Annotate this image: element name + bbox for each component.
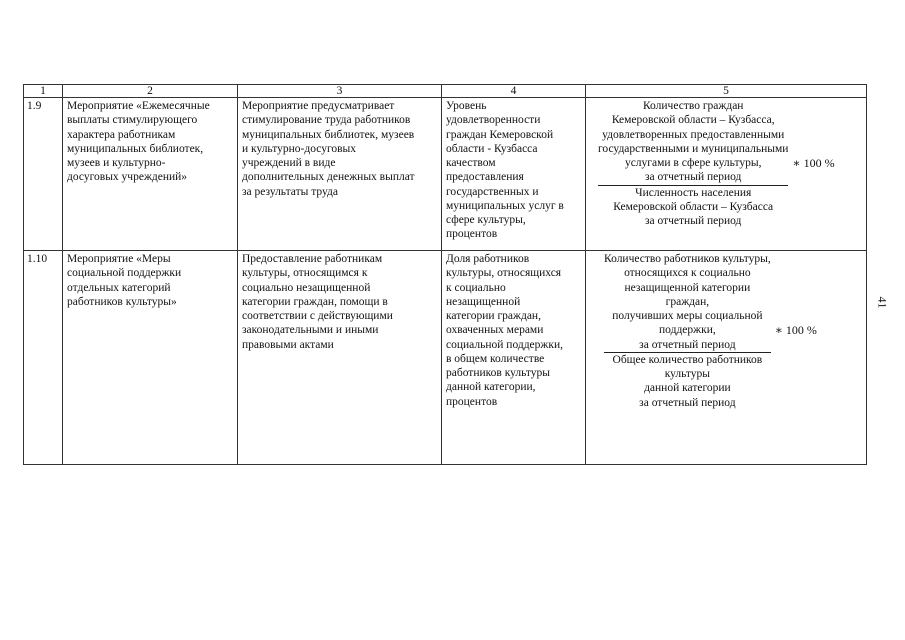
indicator-table <box>23 84 867 465</box>
formula-cell <box>586 251 867 465</box>
col-header-2: 2 <box>63 85 238 98</box>
row-number: 1.9 <box>24 98 63 251</box>
formula-multiplier: ∗ 100 % <box>774 323 817 338</box>
indicator-name: Уровень удовлетворенности граждан Кемеровской области - Кузбасса качеством предоставления государственных и муниципальных услуг в сфере культуры, процентов <box>442 98 586 251</box>
row-number: 1.10 <box>24 251 63 465</box>
formula-numerator: Количество работников культуры, относящихся к социально незащищенной категории граждан, получивших меры социальной поддержки, за отчетный период <box>604 253 771 351</box>
event-name: Мероприятие «Меры социальной поддержки отдельных категорий работников культуры» <box>63 251 238 465</box>
col-header-5: 5 <box>586 85 867 98</box>
indicator-name: Доля работников культуры, относящихся к социально незащищенной категории граждан, охваченных мерами социальной поддержки, в общем количестве работников культуры данной категории, процентов <box>442 251 586 465</box>
col-header-1: 1 <box>24 85 63 98</box>
event-name: Мероприятие «Ежемесячные выплаты стимулирующего характера работникам муниципальных библиотек, музеев и культурно- досуговых учреждений» <box>63 98 238 251</box>
event-description: Предоставление работникам культуры, относящимся к социально незащищенной категории граждан, помощи в соответствии с действующими законодательными и иными правовыми актами <box>238 251 442 465</box>
col-header-3: 3 <box>238 85 442 98</box>
formula-denominator: Общее количество работников культуры данной категории за отчетный период <box>612 353 763 409</box>
formula-multiplier: ∗ 100 % <box>792 156 835 171</box>
event-description: Мероприятие предусматривает стимулирование труда работников муниципальных библиотек, музеев и культурно-досуговых учреждений в виде дополнительных денежных выплат за результаты труда <box>238 98 442 251</box>
fraction <box>598 99 788 228</box>
formula-cell <box>586 98 867 251</box>
table-row <box>24 251 867 465</box>
formula-numerator: Количество граждан Кемеровской области – Кузбасса, удовлетворенных предоставленными государственными и муниципальными услугами в сфере культуры, за отчетный период <box>598 100 789 184</box>
header-row <box>24 85 867 98</box>
fraction <box>604 252 771 410</box>
table-row <box>24 98 867 251</box>
formula <box>590 99 862 228</box>
col-header-4: 4 <box>442 85 586 98</box>
page-number: 41 <box>875 296 890 309</box>
formula-denominator: Численность населения Кемеровской области – Кузбасса за отчетный период <box>613 186 774 227</box>
formula <box>590 252 862 410</box>
